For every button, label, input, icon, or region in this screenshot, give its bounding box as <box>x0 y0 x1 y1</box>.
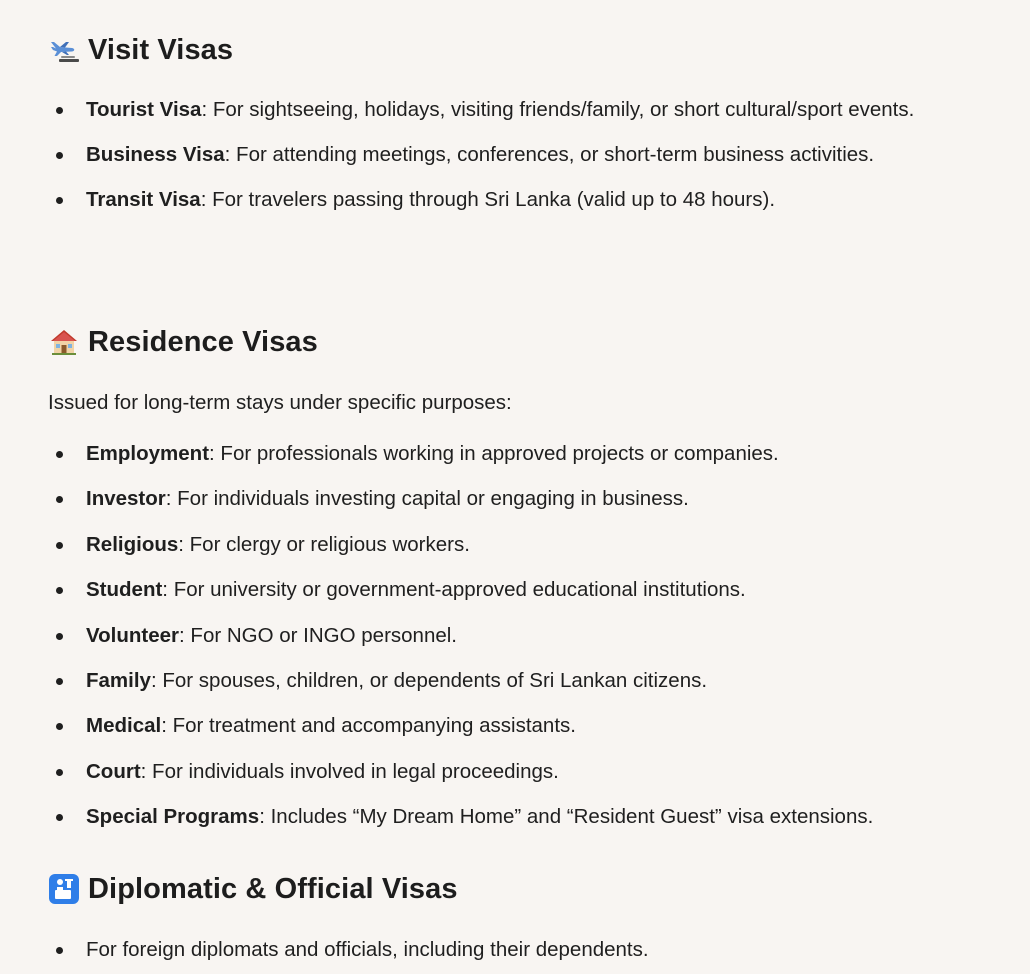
item-term: Medical <box>86 714 162 738</box>
list-item <box>48 932 649 967</box>
item-term: Court <box>86 759 141 783</box>
diplomatic-visas-title: Diplomatic & Official Visas <box>88 872 458 905</box>
airplane-departure-icon <box>48 34 80 66</box>
item-term: Special Programs <box>86 805 260 829</box>
residence-intro-text: Issued for long-term stays under specific purposes: <box>48 391 512 414</box>
item-description: : For sightseeing, holidays, visiting friends/family, or short cultural/sport events. <box>201 98 915 121</box>
item-description: : Includes “My Dream Home” and “Resident Guest” visa extensions. <box>259 805 874 829</box>
item-term: Employment <box>86 442 210 465</box>
item-term: Religious <box>86 532 179 556</box>
item-term: Student <box>86 578 163 602</box>
item-term: Family <box>86 668 151 692</box>
item-description: : For professionals working in approved projects or companies. <box>209 442 779 465</box>
item-term: Investor <box>86 487 166 511</box>
visit-visas-heading <box>48 30 233 70</box>
list-item <box>48 182 914 217</box>
visit-visas-list <box>48 92 914 217</box>
residence-visas-list <box>48 436 873 834</box>
item-description: For foreign diplomats and officials, including their dependents. <box>86 938 649 961</box>
list-item <box>48 754 873 789</box>
list-item <box>48 481 873 516</box>
list-item <box>48 708 873 743</box>
passport-control-icon <box>48 873 80 905</box>
item-description: : For clergy or religious workers. <box>178 532 470 556</box>
item-description: : For individuals investing capital or engaging in business. <box>165 487 689 511</box>
diplomatic-visas-heading <box>48 869 458 909</box>
item-term: Volunteer <box>86 623 180 647</box>
house-icon <box>48 326 80 358</box>
list-item <box>48 527 873 562</box>
residence-visas-heading <box>48 322 318 362</box>
list-item <box>48 436 873 471</box>
list-item <box>48 92 914 127</box>
item-description: : For spouses, children, or dependents of Sri Lankan citizens. <box>150 668 708 692</box>
list-item <box>48 618 873 653</box>
item-description: : For attending meetings, conferences, or short-term business activities. <box>224 143 875 166</box>
item-description: : For treatment and accompanying assistants. <box>161 714 576 738</box>
item-description: : For travelers passing through Sri Lanka (valid up to 48 hours). <box>200 188 776 211</box>
list-item <box>48 663 873 698</box>
item-description: : For university or government-approved educational institutions. <box>162 578 746 602</box>
diplomatic-visas-list <box>48 932 649 967</box>
list-item <box>48 799 873 834</box>
list-item <box>48 572 873 607</box>
item-description: : For NGO or INGO personnel. <box>179 623 458 647</box>
item-description: : For individuals involved in legal proceedings. <box>140 759 559 783</box>
residence-visas-title: Residence Visas <box>88 325 318 358</box>
item-term: Business Visa <box>86 143 225 166</box>
item-term: Tourist Visa <box>86 98 202 121</box>
list-item <box>48 137 914 172</box>
visit-visas-title: Visit Visas <box>88 33 234 66</box>
item-term: Transit Visa <box>86 188 201 211</box>
